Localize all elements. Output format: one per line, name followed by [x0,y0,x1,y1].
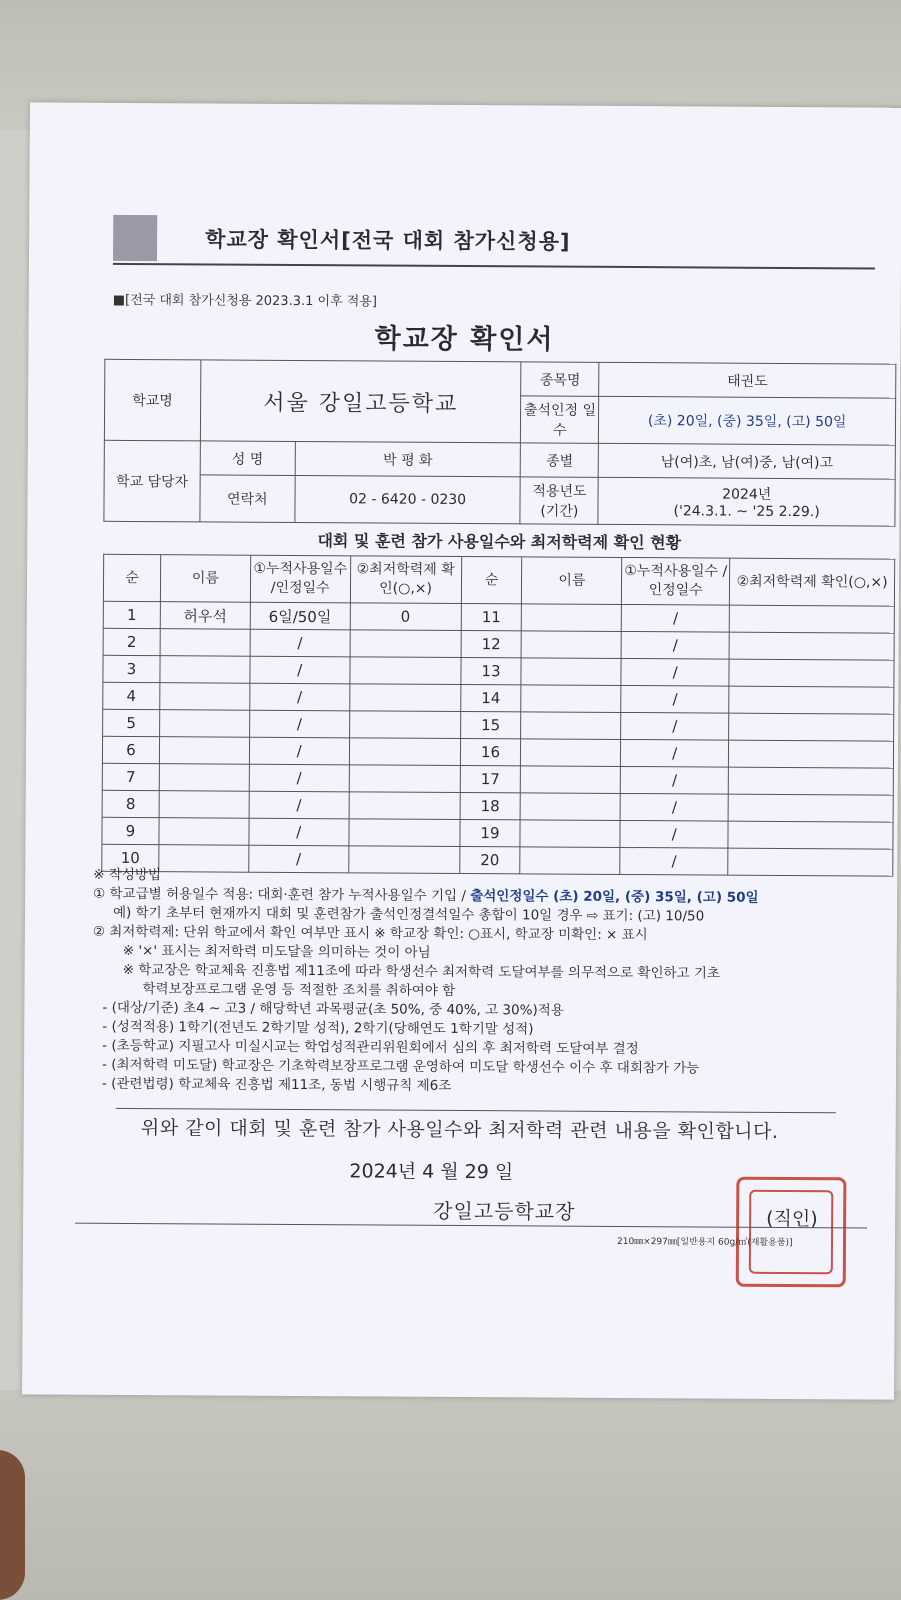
cell-no: 7 [102,763,159,790]
attendance-body [102,601,895,876]
header-no-left: 순 [103,554,160,601]
cell-days: / [620,847,728,875]
note-line-8: - (성적적용) 1학기(전년도 2학기말 성적), 2학기(당해연도 1학기말 성적) [102,1018,534,1038]
paper-spec: 210㎜×297㎜[일반용지 60g/㎡(재활용품)] [616,1236,793,1249]
header-no-right: 순 [461,556,522,603]
cell-days: 6일/50일 [250,602,350,630]
cell-no: 6 [102,736,159,763]
note-line-6: 학력보장프로그램 운영 등 적절한 조치를 취하여야 함 [142,981,456,999]
cell-check [350,630,461,658]
cell-no: 18 [460,792,521,819]
header-days-right: ①누적사용일수 /인정일수 [622,557,730,605]
category-value: 남(여)초, 남(여)중, 남(여)고 [599,443,896,479]
cell-check [729,605,894,633]
attendance-section-title: 대회 및 훈련 참가 사용일수와 최저학력제 확인 현황 [317,531,682,553]
cell-name [160,629,250,657]
note-line-2: 예) 학기 초부터 현재까지 대회 및 훈련참가 출석인정결석일수 총합이 10일 경우 ⇨ 표기: (고) 10/50 [112,904,705,925]
cell-name [521,766,621,794]
cell-name [521,739,621,767]
cell-no: 3 [103,655,160,682]
cell-check [349,792,460,820]
note-line-1b: 출석인정일수 (초) 20일, (중) 35일, (고) 50일 [470,888,759,906]
writing-notes [92,866,893,1099]
cell-check [349,819,460,847]
header-name-right: 이름 [522,557,622,605]
attendance-header-row [103,554,894,606]
cell-name [159,791,249,819]
cell-days: / [621,631,729,659]
header-check-left: ②최저학력제 확인(○,×) [350,556,461,604]
cell-check: 0 [350,603,461,631]
cell-no: 12 [461,630,522,657]
cell-name [159,764,249,792]
year-value: 2024년 [722,486,772,503]
cell-no: 10 [102,844,159,871]
cell-no: 16 [460,738,521,765]
cell-no: 9 [102,817,159,844]
cell-days: / [249,818,349,846]
header-check-right: ②최저학력제 확인(○,×) [730,558,895,606]
cell-days: / [621,739,729,767]
cell-days: / [249,845,349,873]
cell-check [728,767,893,795]
cell-name [521,685,621,713]
name-value: 박 평 화 [295,441,521,476]
cell-no: 8 [102,790,159,817]
header-gray-box [113,215,157,261]
cell-no: 17 [460,765,521,792]
seal-inner-border [749,1190,834,1275]
cell-no: 14 [460,684,521,711]
note-line-11: - (관련법령) 학교체육 진흥법 제11조, 동법 시행규칙 제6조 [101,1075,452,1094]
year-cell [598,477,895,526]
cell-name [522,604,622,632]
background-bottom [0,1390,901,1600]
note-line-9: - (초등학교) 지필고사 미실시교는 학업성적관리위원회에서 심의 후 최저학력 도달여부 결정 [102,1037,639,1058]
cell-days: / [249,710,349,738]
cell-name [521,712,621,740]
cell-name [522,631,622,659]
cell-days: / [621,658,729,686]
school-name: 서울 강일고등학교 [200,360,521,443]
cell-check [349,738,460,766]
cell-no: 15 [460,711,521,738]
cell-days: / [250,683,350,711]
header-days-left: ①누적사용일수 /인정일수 [250,555,350,603]
period-value: ('24.3.1. ~ '25 2.29.) [673,503,820,521]
note-line-4: ※ '×' 표시는 최저학력 미도달을 의미하는 것이 아님 [122,942,431,961]
name-label: 성 명 [200,441,295,476]
main-title: 학교장 확인서 [374,323,555,356]
note-line-10: - (최저학력 미도달) 학교장은 기초학력보장프로그램 운영하여 미도달 학생선수 이수 후 대회참가 가능 [102,1056,700,1077]
school-name-label: 학교명 [104,359,200,441]
cell-check [729,659,894,687]
cell-name [521,793,621,821]
cell-days: / [249,791,349,819]
confirmation-rule [116,1108,836,1113]
note-line-7: - (대상/기준) 초4 ~ 고3 / 해당학년 과목평균(초 50%, 중 40%, 고 30%)적용 [102,999,564,1019]
notes-heading: ※ 작성방법 [93,866,162,884]
official-seal-stamp [736,1177,847,1288]
cell-check [728,821,893,849]
cell-name [160,656,250,684]
header-name-left: 이름 [160,555,250,603]
cell-check [349,765,460,793]
cell-days: / [249,737,349,765]
cell-days: / [620,793,728,821]
cell-days: / [250,629,350,657]
cell-no: 2 [103,628,160,655]
cell-name [520,820,620,848]
note-line-5: ※ 학교장은 학교체육 진흥법 제11조에 따라 학생선수 최저학력 도달여부를 의무적으로 확인하고 기초 [122,961,721,982]
cell-days: / [622,604,730,632]
cell-name [159,818,249,846]
attendance-label: 출석인정 일수 [521,396,599,443]
cell-name [521,658,621,686]
contact-value: 02 - 6420 - 0230 [295,475,521,523]
seal-label: (직인) [766,1207,818,1231]
thumb [0,1450,25,1600]
cell-check [728,794,893,822]
cell-check [729,686,894,714]
cell-check [350,657,461,685]
confirmation-statement: 위와 같이 대회 및 훈련 참가 사용일수와 최저학력 관련 내용을 확인합니다. [140,1117,779,1143]
header-title: 학교장 확인서[전국 대회 참가신청용] [205,227,571,254]
cell-no: 4 [103,682,160,709]
cell-name [159,737,249,765]
attendance-table [101,554,895,877]
manager-label: 학교 담당자 [104,440,200,522]
header-rule [113,263,875,270]
year-label: 적용년도 (기간) [520,477,598,524]
cell-no: 11 [461,603,522,630]
category-label: 종별 [521,443,599,477]
contact-label: 연락처 [200,475,295,523]
attendance-value: (초) 20일, (중) 35일, (고) 50일 [599,396,896,445]
cell-no: 5 [103,709,160,736]
cell-days: / [621,712,729,740]
cell-days: / [620,820,728,848]
info-table [103,359,896,527]
cell-check [349,711,460,739]
principal-title: 강일고등학교장 [433,1198,576,1224]
note-line-3: ② 최저학력제: 단위 학교에서 확인 여부만 표시 ※ 학교장 확인: ○표시, 학교장 미확인: × 표시 [92,923,648,944]
note-line-1a: ① 학교급별 허용일수 적용: 대회·훈련 참가 누적사용일수 기입 / [93,885,471,905]
cell-name [160,710,250,738]
cell-no: 19 [459,819,520,846]
cell-days: / [250,656,350,684]
cell-no: 20 [459,846,520,873]
cell-check [729,632,894,660]
document-paper [22,102,901,1399]
cell-check [349,684,460,712]
subnote: ■[전국 대회 참가신청용 2023.3.1 이후 적용] [112,292,378,310]
sport-value: 태권도 [599,362,896,398]
cell-no: 13 [460,657,521,684]
cell-name: 허우석 [160,602,250,630]
cell-name [160,683,250,711]
cell-check [729,713,894,741]
cell-days: / [621,766,729,794]
sport-label: 종목명 [521,362,599,396]
cell-days: / [621,685,729,713]
cell-check [729,740,894,768]
issue-date: 2024년 4 월 29 일 [349,1160,514,1184]
cell-days: / [249,764,349,792]
cell-no: 1 [103,601,160,628]
